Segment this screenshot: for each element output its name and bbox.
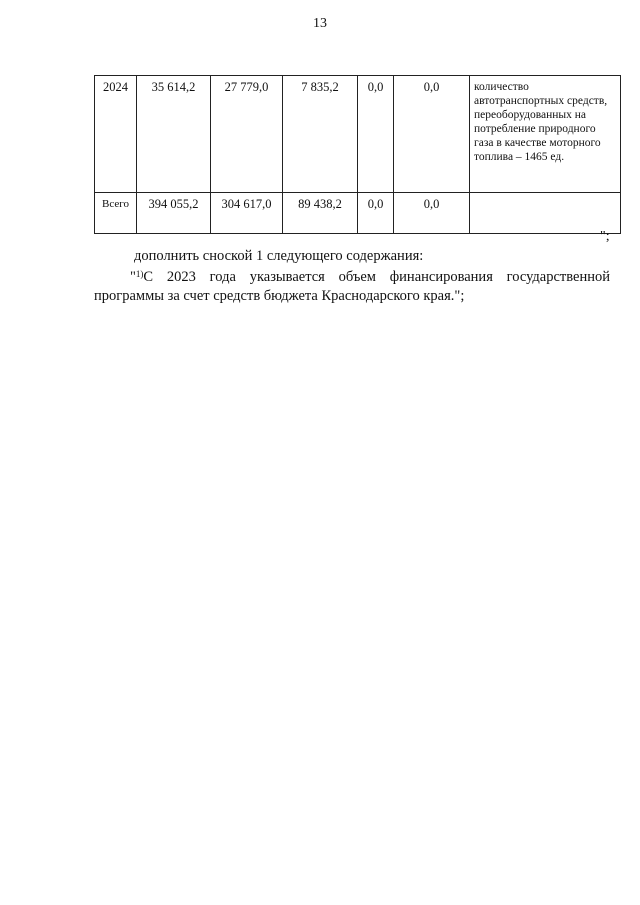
- amount-cell: 0,0: [358, 193, 394, 234]
- amount-cell: 89 438,2: [283, 193, 358, 234]
- amount-cell: 0,0: [358, 76, 394, 193]
- total-cell: 394 055,2: [137, 193, 211, 234]
- page-number: 13: [313, 16, 327, 31]
- table-closing-quote: ";: [600, 229, 610, 244]
- year-cell: 2024: [95, 76, 137, 193]
- table-row: [95, 193, 621, 234]
- table-row: [95, 76, 621, 193]
- description-cell: количество автотранспортных средств, переоборудованных на потребление природного газа в качестве моторного топлива – 1465 ед.: [470, 76, 621, 193]
- footnote-mark: 1): [135, 269, 144, 279]
- footnote-paragraph: [94, 265, 610, 306]
- year-cell: Всего: [95, 193, 137, 234]
- amount-cell: 7 835,2: [283, 76, 358, 193]
- amount-cell: 304 617,0: [211, 193, 283, 234]
- footnote-text: С 2023 года указывается объем финансирования государственной программы за счет средств бюджета Краснодарского края.";: [94, 269, 610, 304]
- total-cell: 35 614,2: [137, 76, 211, 193]
- amount-cell: 27 779,0: [211, 76, 283, 193]
- open-quote: ": [130, 269, 136, 285]
- amount-cell: 0,0: [394, 76, 470, 193]
- budget-table: [94, 75, 621, 234]
- description-cell: [470, 193, 621, 234]
- amendment-paragraph: дополнить сноской 1 следующего содержания:: [134, 248, 424, 264]
- amount-cell: 0,0: [394, 193, 470, 234]
